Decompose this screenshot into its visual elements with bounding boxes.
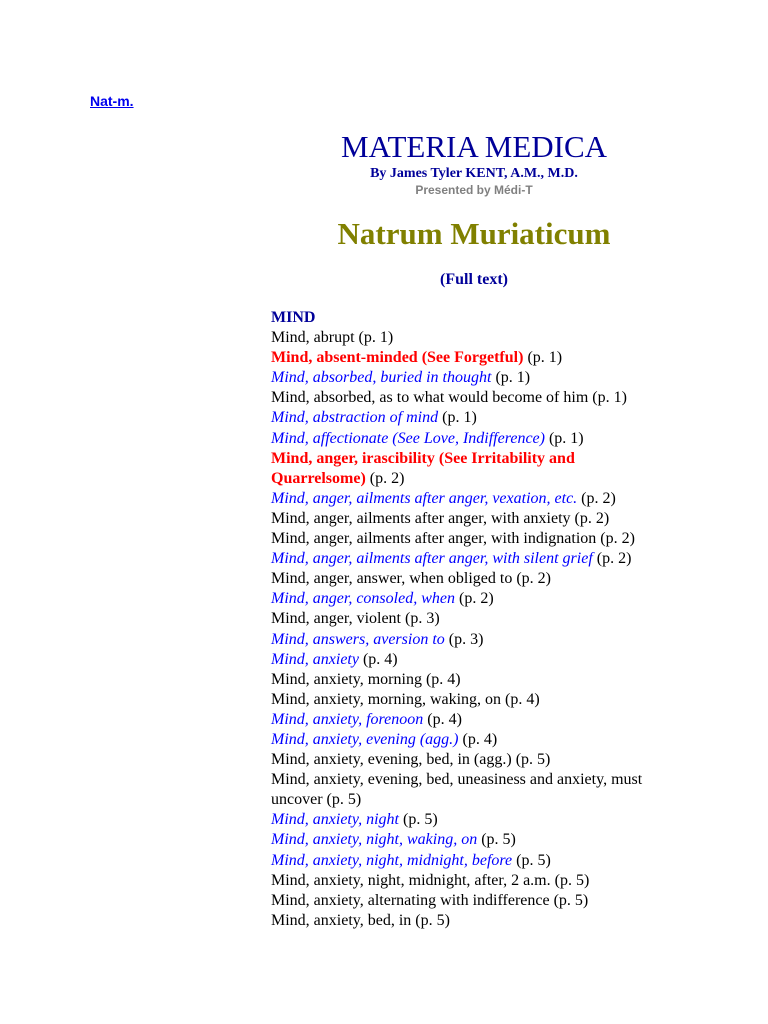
remedy-name: Natrum Muriaticum	[337, 216, 611, 251]
rubric-text: Mind, answers, aversion to	[271, 630, 445, 648]
rubric-text: Mind, anxiety, night, midnight, before	[271, 851, 513, 869]
rubric-text: Mind, anger, ailments after anger, with anxiety	[271, 509, 571, 527]
page-reference: (p. 5)	[402, 811, 438, 829]
page-reference: (p. 5)	[515, 751, 551, 769]
rubric-text: Mind, anxiety, bed, in	[271, 911, 412, 929]
rubric-text: Mind, anxiety, alternating with indifference	[271, 891, 550, 909]
rubric-entry	[271, 891, 671, 911]
rubric-entry	[271, 388, 671, 408]
rubric-text: Mind, abstraction of mind	[271, 409, 439, 427]
rubric-entry	[271, 851, 671, 871]
page-reference: (p. 4)	[505, 690, 540, 708]
rubric-text: Mind, anxiety, evening (agg.)	[271, 730, 459, 748]
page-reference: (p. 3)	[448, 630, 484, 648]
rubric-entry	[271, 830, 671, 850]
rubric-list	[271, 308, 671, 931]
rubric-text: Mind, anxiety, night, midnight, after, 2 a.m.	[271, 871, 551, 889]
page-reference: (p. 4)	[462, 730, 498, 748]
page-reference: (p. 4)	[362, 650, 398, 668]
rubric-entry	[271, 509, 671, 529]
page-reference: (p. 1)	[548, 429, 584, 447]
rubric-text: Mind, anxiety, evening, bed, uneasiness and anxiety, must uncover	[271, 771, 643, 809]
rubric-entry	[271, 770, 671, 810]
rubric-text: Mind, anger, answer, when obliged to	[271, 570, 513, 588]
page-reference: (p. 5)	[554, 871, 590, 889]
page-reference: (p. 1)	[442, 409, 477, 427]
page-reference: (p. 2)	[581, 489, 616, 507]
page-reference: (p. 5)	[326, 791, 362, 809]
rubric-text: Mind, anxiety, morning, waking, on	[271, 690, 502, 708]
rubric-entry	[271, 429, 671, 449]
rubric-text: Mind, anxiety	[271, 650, 359, 668]
rubric-text: Mind, anxiety, evening, bed, in (agg.)	[271, 751, 512, 769]
rubric-text: Mind, anger, ailments after anger, vexation, etc.	[271, 489, 578, 507]
rubric-entry	[271, 489, 671, 509]
rubric-text: Mind, abrupt	[271, 329, 355, 347]
presenter-line: Presented by Médi-T	[415, 183, 533, 197]
page-title: MATERIA MEDICA	[340, 129, 608, 164]
rubric-text: Mind, absorbed, as to what would become of him	[271, 389, 589, 407]
page-reference: (p. 1)	[495, 369, 531, 387]
page-reference: (p. 1)	[592, 389, 627, 407]
section-heading: MIND	[271, 309, 316, 326]
rubric-text: Mind, anxiety, forenoon	[271, 710, 424, 728]
rubric-text: Mind, anxiety, night, waking, on	[271, 831, 478, 849]
rubric-entry	[271, 810, 671, 830]
rubric-entry	[271, 609, 671, 629]
rubric-entry	[271, 871, 671, 891]
page-reference: (p. 1)	[527, 349, 563, 367]
page-reference: (p. 4)	[427, 710, 462, 728]
rubric-text: Mind, absent-minded (See Forgetful)	[271, 349, 524, 367]
rubric-entry	[271, 449, 671, 489]
page-reference: (p. 2)	[458, 590, 494, 608]
page-reference: (p. 5)	[481, 831, 516, 849]
rubric-text: Mind, absorbed, buried in thought	[271, 369, 492, 387]
page-reference: (p. 2)	[369, 469, 405, 487]
page-reference: (p. 5)	[415, 911, 450, 929]
rubric-text: Mind, anxiety, night	[271, 811, 399, 829]
full-text-label: (Full text)	[440, 271, 508, 288]
rubric-entry	[271, 368, 671, 388]
rubric-entry	[271, 529, 671, 549]
page-reference: (p. 2)	[600, 530, 635, 548]
remedy-abbrev-link[interactable]: Nat-m.	[90, 93, 134, 109]
page-reference: (p. 2)	[596, 550, 632, 568]
rubric-text: Mind, anxiety, morning	[271, 670, 422, 688]
page-reference: (p. 2)	[516, 570, 551, 588]
rubric-entry	[271, 328, 671, 348]
rubric-entry	[271, 348, 671, 368]
rubric-entry	[271, 750, 671, 770]
rubric-entry	[271, 690, 671, 710]
rubric-entry	[271, 911, 671, 931]
rubric-text: Mind, anger, irascibility (See Irritability and Quarrelsome)	[271, 449, 575, 487]
page-reference: (p. 2)	[574, 509, 610, 527]
page-reference: (p. 1)	[358, 329, 394, 347]
rubric-entry	[271, 549, 671, 569]
rubric-entry	[271, 650, 671, 670]
rubric-entries	[271, 328, 671, 931]
rubric-text: Mind, anger, violent	[271, 610, 401, 628]
page-reference: (p. 4)	[425, 670, 461, 688]
rubric-entry	[271, 730, 671, 750]
rubric-text: Mind, affectionate (See Love, Indifference)	[271, 429, 545, 447]
rubric-text: Mind, anger, ailments after anger, with indignation	[271, 530, 597, 548]
author-line: By James Tyler KENT, A.M., M.D.	[370, 166, 578, 181]
page-reference: (p. 5)	[516, 851, 551, 869]
rubric-entry	[271, 408, 671, 428]
page-reference: (p. 3)	[405, 610, 440, 628]
rubric-entry	[271, 670, 671, 690]
rubric-text: Mind, anger, consoled, when	[271, 590, 455, 608]
rubric-entry	[271, 710, 671, 730]
rubric-entry	[271, 630, 671, 650]
rubric-entry	[271, 589, 671, 609]
rubric-entry	[271, 569, 671, 589]
rubric-text: Mind, anger, ailments after anger, with silent grief	[271, 550, 593, 568]
page-reference: (p. 5)	[553, 891, 589, 909]
